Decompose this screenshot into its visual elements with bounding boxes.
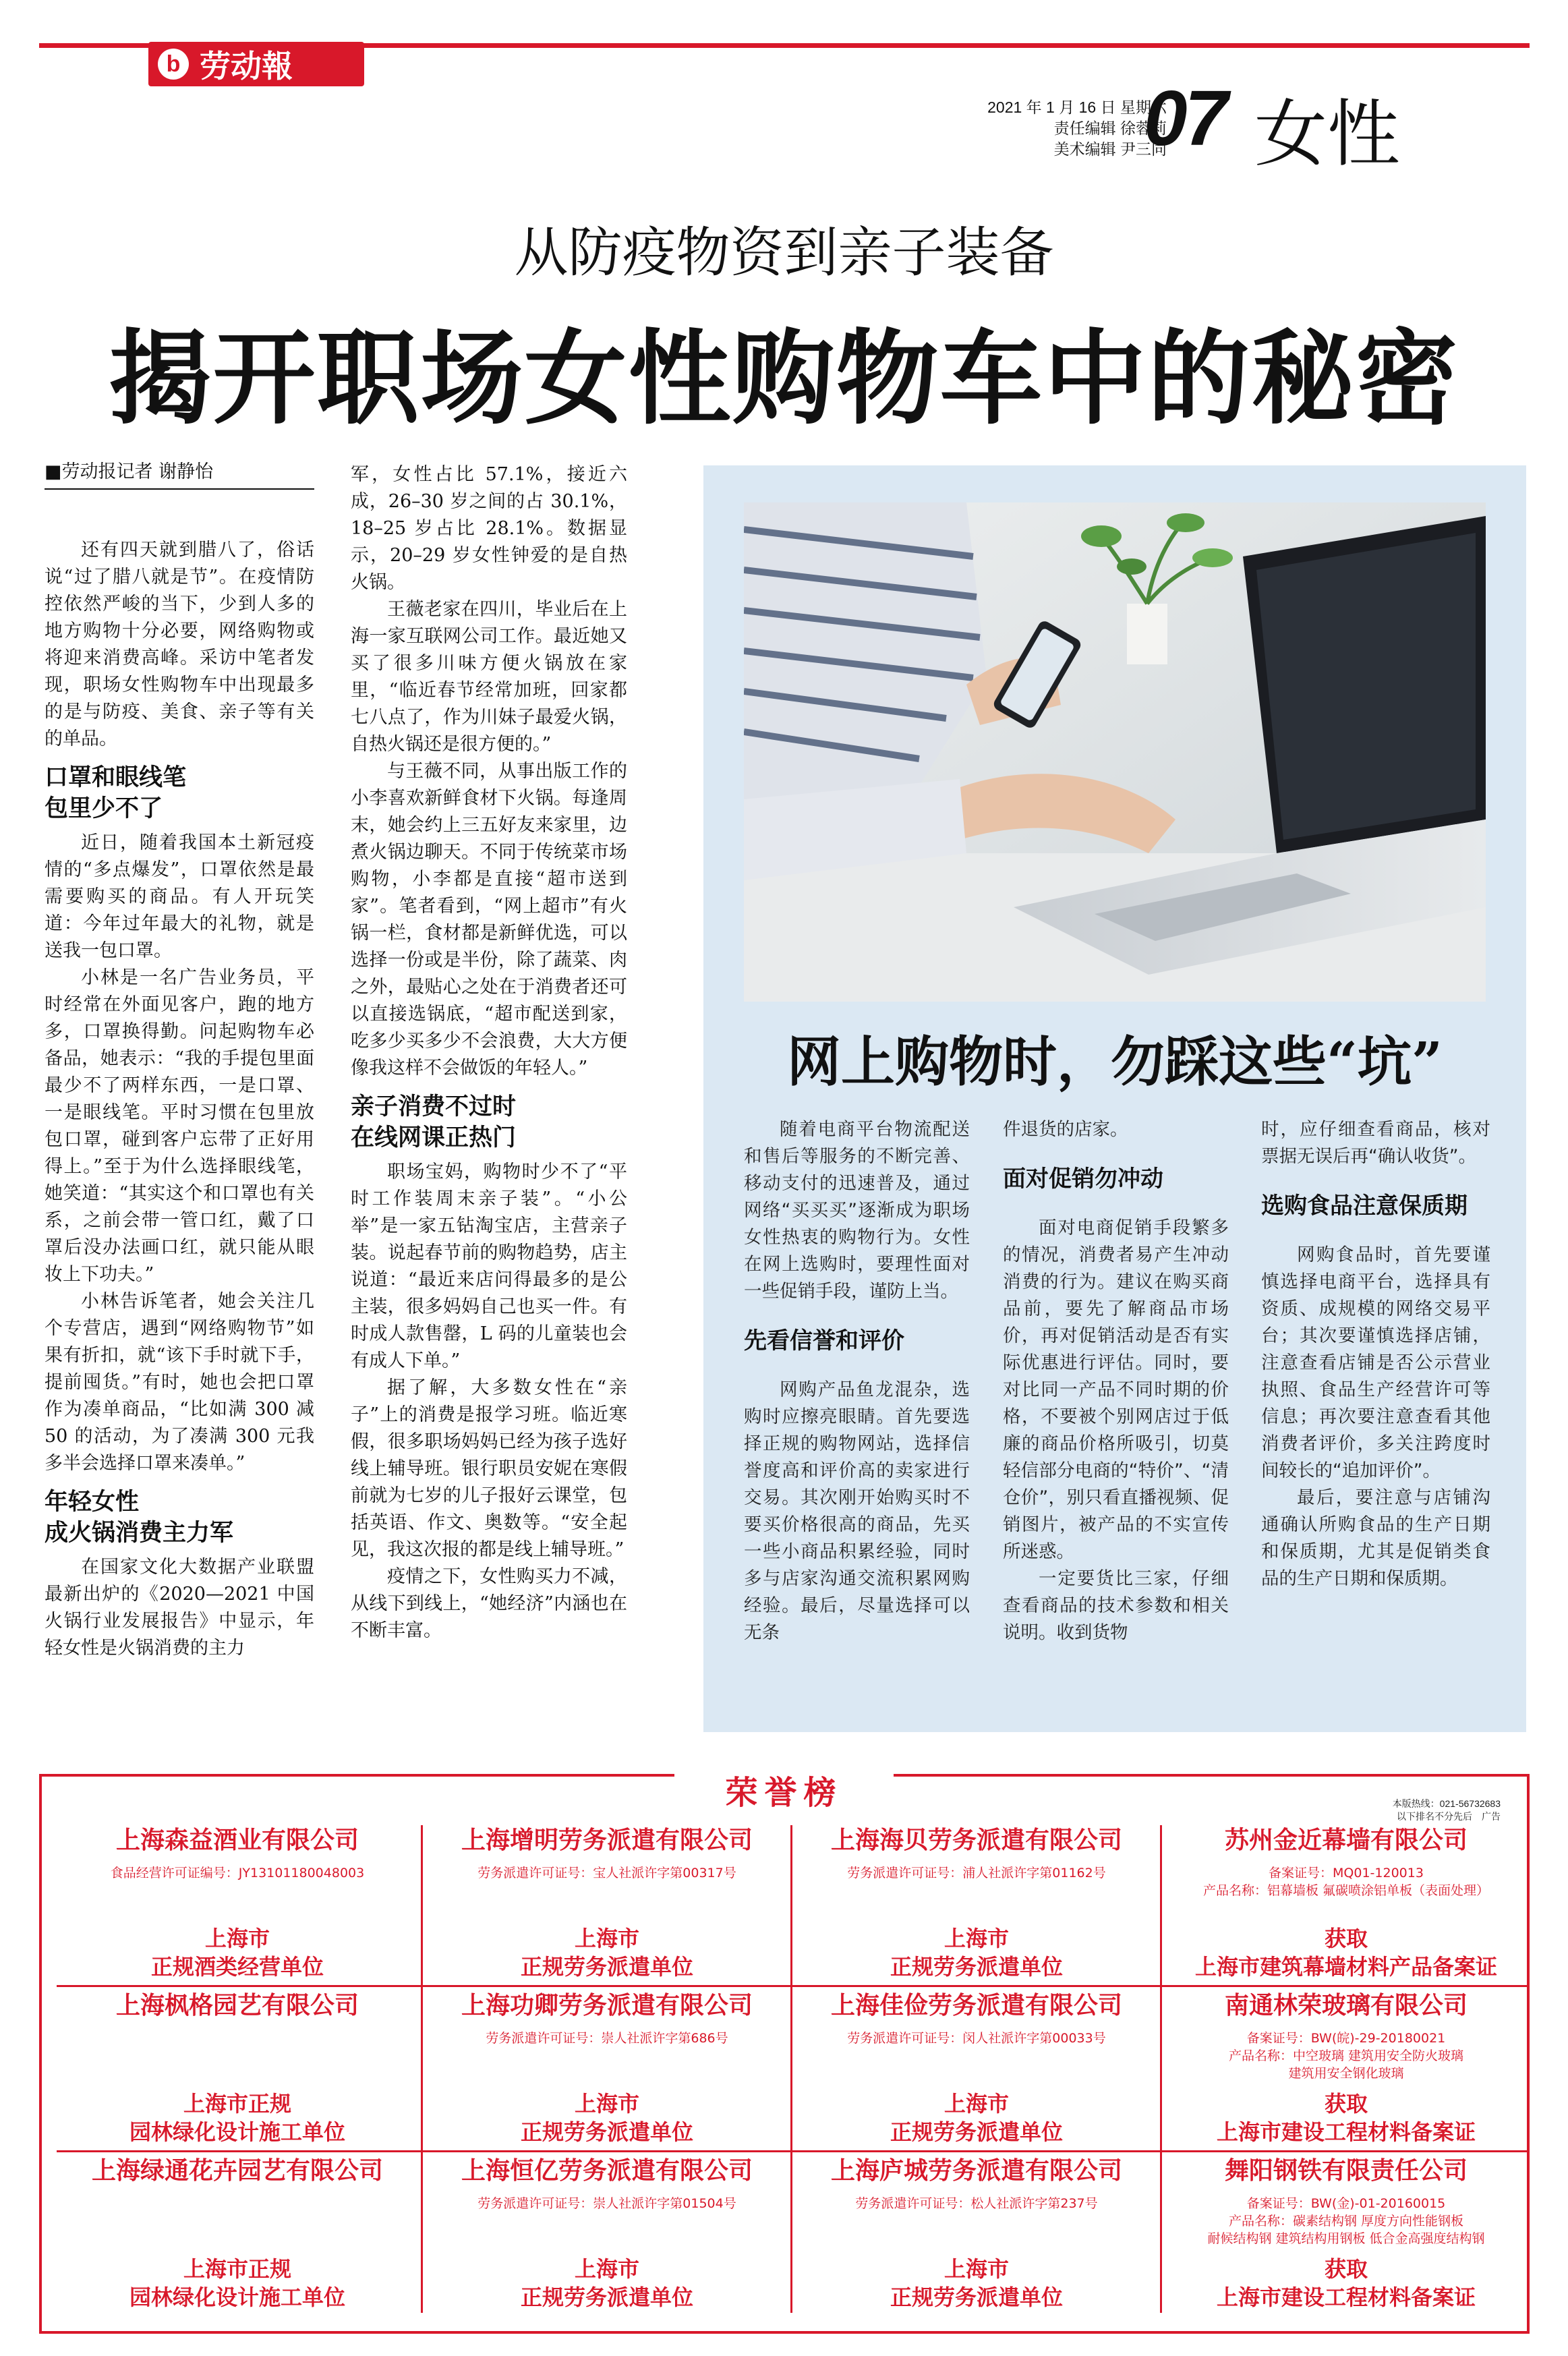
paragraph: 网购食品时，首先要谨慎选择电商平台，选择具有资质、成规模的网络交易平台；其次要谨慎选择店铺，注意查看店铺是否公示营业执照、食品生产经营许可等信息；再次要注意查看其他消费者评价，多关注跨度时间较长的“追加评价”。 <box>1261 1244 1490 1481</box>
award-line-1: 上海市 <box>204 1926 270 1951</box>
company-name: 上海佳俭劳务派遣有限公司 <box>830 1992 1122 2019</box>
honor-roll-entry <box>53 2152 422 2317</box>
grid-divider <box>790 1825 792 2313</box>
award-line-1: 上海市 <box>574 2091 639 2117</box>
paragraph: 在国家文化大数据产业联盟最新出炉的《2020—2021 中国火锅行业发展报告》中显示，年轻女性是火锅消费的主力 <box>45 1557 314 1659</box>
section-name: 女性 <box>1254 92 1401 177</box>
paragraph: 件退货的店家。 <box>1003 1119 1128 1140</box>
disclaimer: 以下排名不分先后 广告 <box>1397 1811 1501 1822</box>
company-name: 舞阳钢铁有限责任公司 <box>1224 2157 1468 2185</box>
award-line-1: 获取 <box>1324 1926 1368 1951</box>
company-name: 苏州金近幕墙有限公司 <box>1224 1827 1468 1854</box>
license-info: 劳务派遣许可证号：崇人社派许字第686号 <box>486 2031 728 2046</box>
paragraph: 网购产品鱼龙混杂，选购时应擦亮眼睛。首先要选择正规的购物网站，选择信誉度高和评价高的卖家进行交易。其次刚开始购买时不要买价格很高的商品，先买一些小商品积累经验，同时多与店家沟通交流积累网购经验。最后，尽量选择可以无条 <box>744 1379 970 1643</box>
company-name: 上海功卿劳务派遣有限公司 <box>461 1992 753 2019</box>
grid-divider <box>421 1825 423 2313</box>
sidebar-column-3 <box>1261 1116 1490 1592</box>
subheading: 亲子消费不过时 在线网课正热门 <box>351 1093 517 1151</box>
sidebar-column-2 <box>1003 1116 1229 1646</box>
award-line-1: 上海市正规 <box>183 2256 291 2282</box>
award-line-2: 正规劳务派遣单位 <box>520 2285 693 2310</box>
hotline: 本版热线：021-56732683 <box>1392 1798 1501 1809</box>
paragraph: 与王薇不同，从事出版工作的小李喜欢新鲜食材下火锅。每逢周末，她会约上三五好友来家里，边煮火锅边聊天。不同于传统菜市场购物，小李都是直接“超市送到家”。笔者看到，“网上超市”有火锅一栏，食材都是新鲜优选，可以选择一份或是半份，除了蔬菜、肉之外，最贴心之处在于消费者还可以直接选锅底，“超市配送到家，吃多少买多少不会浪费，大大方便像我这样不会做饭的年轻人。” <box>351 761 627 1079</box>
sidebar-title: 网上购物时，勿踩这些“坑” <box>786 1030 1443 1093</box>
article-column-1 <box>45 459 314 1662</box>
logo-b-icon: b <box>158 49 189 80</box>
company-name: 上海增明劳务派遣有限公司 <box>461 1827 753 1854</box>
paragraph: 最后，要注意与店铺沟通确认所购食品的生产日期和保质期，尤其是促销类食品的生产日期和保质期。 <box>1261 1487 1490 1589</box>
award-text <box>53 1924 422 1981</box>
company-name: 上海海贝劳务派遣有限公司 <box>830 1827 1122 1854</box>
award-line-2: 正规劳务派遣单位 <box>890 1954 1063 1980</box>
grid-divider <box>1160 1825 1162 2313</box>
license-info: 劳务派遣许可证号：闵人社派许字第00033号 <box>847 2031 1106 2046</box>
logo-text: 劳动報 <box>200 48 293 84</box>
honor-roll-entry <box>53 1986 422 2152</box>
award-text <box>422 2090 792 2146</box>
award-text <box>792 2255 1161 2311</box>
award-text <box>53 2090 422 2146</box>
subheading: 面对促销勿冲动 <box>1003 1166 1163 1193</box>
honor-roll-entry <box>1161 1821 1531 1986</box>
honor-roll-entry <box>422 2152 792 2317</box>
award-line-2: 园林绿化设计施工单位 <box>129 2119 345 2145</box>
award-text <box>792 2090 1161 2146</box>
award-text <box>1161 2090 1531 2146</box>
paragraph: 军，女性占比 57.1%，接近六成，26–30 岁之间的占 30.1%，18–25 岁占比 28.1%。数据显示，20–29 岁女性钟爱的是自热火锅。 <box>351 464 627 593</box>
paragraph: 据了解，大多数女性在“亲子”上的消费是报学习班。临近寒假，很多职场妈妈已经为孩子选好线上辅导班。银行职员安妮在寒假前就为七岁的儿子报好云课堂，包括英语、作文、奥数等。“安全起见，我这次报的都是线上辅导班。” <box>351 1377 627 1560</box>
license-info: 备案证号：MQ01-120013 产品名称：铝幕墙板 氟碳喷涂铝单板（表面处理） <box>1202 1866 1490 1898</box>
company-name: 上海绿通花卉园艺有限公司 <box>91 2157 383 2185</box>
company-name: 上海庐城劳务派遣有限公司 <box>830 2157 1122 2185</box>
award-line-2: 园林绿化设计施工单位 <box>129 2285 345 2310</box>
paragraph: 还有四天就到腊八了，俗话说“过了腊八就是节”。在疫情防控依然严峻的当下，少到人多的地方购物十分必要，网络购物或将迎来消费高峰。采访中笔者发现，职场女性购物车中出现最多的是与防疫、美食、亲子等有关的单品。 <box>45 540 314 749</box>
paragraph: 近日，随着我国本土新冠疫情的“多点爆发”，口罩依然是最需要购买的商品。有人开玩笑道：今年过年最大的礼物，就是送我一包口罩。 <box>45 832 314 961</box>
award-line-2: 正规劳务派遣单位 <box>520 2119 693 2145</box>
honor-roll-entry <box>1161 1986 1531 2152</box>
company-name: 南通林荣玻璃有限公司 <box>1224 1992 1468 2019</box>
subheading: 口罩和眼线笔 包里少不了 <box>45 764 187 822</box>
subheading: 年轻女性 成火锅消费主力军 <box>45 1488 234 1547</box>
award-text <box>792 1924 1161 1981</box>
grid-divider <box>57 1985 1527 1987</box>
grid-divider <box>57 2150 1527 2152</box>
award-line-1: 上海市 <box>943 2091 1009 2117</box>
paragraph: 小林是一名广告业务员，平时经常在外面见客户，跑的地方多，口罩换得勤。问起购物车必备品，她表示：“我的手提包里面最少不了两样东西，一是口罩、一是眼线笔。平时习惯在包里放包口罩，碰到客户忘带了正好用得上。”至于为什么选择眼线笔，她笑道：“其实这个和口罩也有关系，之前会带一管口红，戴了口罩后没办法画口红，就只能从眼妆上下功夫。” <box>45 967 314 1285</box>
award-line-1: 获取 <box>1324 2091 1368 2117</box>
award-line-2: 上海市建设工程材料备案证 <box>1216 2119 1476 2145</box>
award-text <box>422 2255 792 2311</box>
issue-date: 2021 年 1 月 16 日 星期六 <box>987 98 1167 116</box>
company-name: 上海森益酒业有限公司 <box>115 1827 359 1854</box>
page-number: 07 <box>1144 74 1226 162</box>
award-line-1: 上海市 <box>943 1926 1009 1951</box>
headline-title: 揭开职场女性购物车中的秘密 <box>109 318 1459 438</box>
award-line-1: 获取 <box>1324 2256 1368 2282</box>
award-line-2: 正规劳务派遣单位 <box>890 2285 1063 2310</box>
paragraph: 王薇老家在四川，毕业后在上海一家互联网公司工作。最近她又买了很多川味方便火锅放在家里，“临近春节经常加班，回家都七八点了，作为川妹子最爱火锅，自热火锅还是很方便的。” <box>351 599 627 755</box>
license-info: 劳务派遣许可证号：浦人社派许字第01162号 <box>847 1866 1106 1880</box>
license-info: 劳务派遣许可证号：宝人社派许字第00317号 <box>477 1866 736 1880</box>
company-name: 上海枫格园艺有限公司 <box>115 1992 359 2019</box>
license-info: 备案证号：BW(金)-01-20160015 产品名称：碳素结构钢 厚度方向性能钢板 耐候结构钢 建筑结构用钢板 低合金高强度结构钢 <box>1207 2196 1485 2246</box>
award-line-1: 上海市 <box>574 2256 639 2282</box>
honor-roll-entry <box>792 1821 1161 1986</box>
sidebar-column-1 <box>744 1116 970 1646</box>
art-editor: 美术编辑 尹三同 <box>1053 140 1167 158</box>
license-info: 备案证号：BW(皖)-29-20180021 产品名称：中空玻璃 建筑用安全防火玻璃 建筑用安全钢化玻璃 <box>1228 2031 1464 2081</box>
subheading: 选购食品注意保质期 <box>1261 1193 1468 1219</box>
paragraph: 面对电商促销手段繁多的情况，消费者易产生冲动消费的行为。建议在购买商品前，要先了解商品市场价，再对促销活动是否有实际优惠进行评估。同时，要对比同一产品不同时期的价格，不要被个别网店过于低廉的商品价格所吸引，切莫轻信部分电商的“特价”、“清仓价”，别只看直播视频、促销图片，被产品的不实宣传所迷惑。 <box>1003 1217 1229 1562</box>
award-text <box>53 2255 422 2311</box>
honor-roll-entry <box>53 1821 422 1986</box>
award-line-2: 正规酒类经营单位 <box>150 1954 324 1980</box>
honor-roll-entry <box>422 1821 792 1986</box>
headline-subtitle: 从防疫物资到亲子装备 <box>514 221 1054 284</box>
honor-roll-entry <box>792 2152 1161 2317</box>
award-line-1: 上海市 <box>574 1926 639 1951</box>
award-text <box>422 1924 792 1981</box>
honor-roll-note <box>1393 1798 1501 1823</box>
award-line-2: 正规劳务派遣单位 <box>890 2119 1063 2145</box>
company-name: 上海恒亿劳务派遣有限公司 <box>461 2157 753 2185</box>
newspaper-logo <box>148 42 364 86</box>
honor-roll-entry <box>792 1986 1161 2152</box>
honor-roll-title: 荣誉榜 <box>674 1773 894 1813</box>
award-line-1: 上海市 <box>943 2256 1009 2282</box>
award-text <box>1161 2255 1531 2311</box>
byline: ■劳动报记者 谢静怡 <box>45 459 314 490</box>
subheading: 先看信誉和评价 <box>744 1327 904 1354</box>
online-shopping-photo <box>744 502 1486 1002</box>
award-line-2: 上海市建设工程材料备案证 <box>1216 2285 1476 2310</box>
license-info: 劳务派遣许可证号：松人社派许字第237号 <box>855 2196 1098 2211</box>
paragraph: 小林告诉笔者，她会关注几个专营店，遇到“网络购物节”如果有折扣，就“该下手时就下手，提前囤货。”有时，她也会把口罩作为凑单商品，“比如满 300 减 50 的活动，为了凑满 300 元我多半会选择口罩来凑单。” <box>45 1291 314 1474</box>
award-line-1: 上海市正规 <box>183 2091 291 2117</box>
paragraph: 一定要货比三家，仔细查看商品的技术参数和相关说明。收到货物 <box>1003 1568 1229 1643</box>
award-line-2: 正规劳务派遣单位 <box>520 1954 693 1980</box>
license-info: 食品经营许可证编号：JY13101180048003 <box>110 1866 365 1880</box>
paragraph: 疫情之下，女性购买力不减，从线下到线上，“她经济”内涵也在不断丰富。 <box>351 1566 627 1641</box>
license-info: 劳务派遣许可证号：崇人社派许字第01504号 <box>477 2196 736 2211</box>
award-line-2: 上海市建筑幕墙材料产品备案证 <box>1194 1954 1497 1980</box>
award-text <box>1161 1924 1531 1981</box>
paragraph: 职场宝妈，购物时少不了“平时工作装周末亲子装”。“小公举”是一家五钻淘宝店，主营亲子装。说起春节前的购物趋势，店主说道：“最近来店问得最多的是公主装，很多妈妈自己也买一件。有时成人款售罄，L 码的儿童装也会有成人下单。” <box>351 1161 627 1371</box>
article-column-2 <box>351 461 627 1644</box>
issue-meta <box>883 97 1167 160</box>
paragraph: 随着电商平台物流配送和售后等服务的不断完善、移动支付的迅速普及，通过网络“买买买”逐渐成为职场女性热衷的购物行为。女性在网上选购时，要理性面对一些促销手段，谨防上当。 <box>744 1119 970 1302</box>
paragraph: 时，应仔细查看商品，核对票据无误后再“确认收货”。 <box>1261 1119 1490 1167</box>
responsible-editor: 责任编辑 徐蓉莉 <box>1053 119 1167 137</box>
honor-roll-entry <box>422 1986 792 2152</box>
honor-roll-entry <box>1161 2152 1531 2317</box>
